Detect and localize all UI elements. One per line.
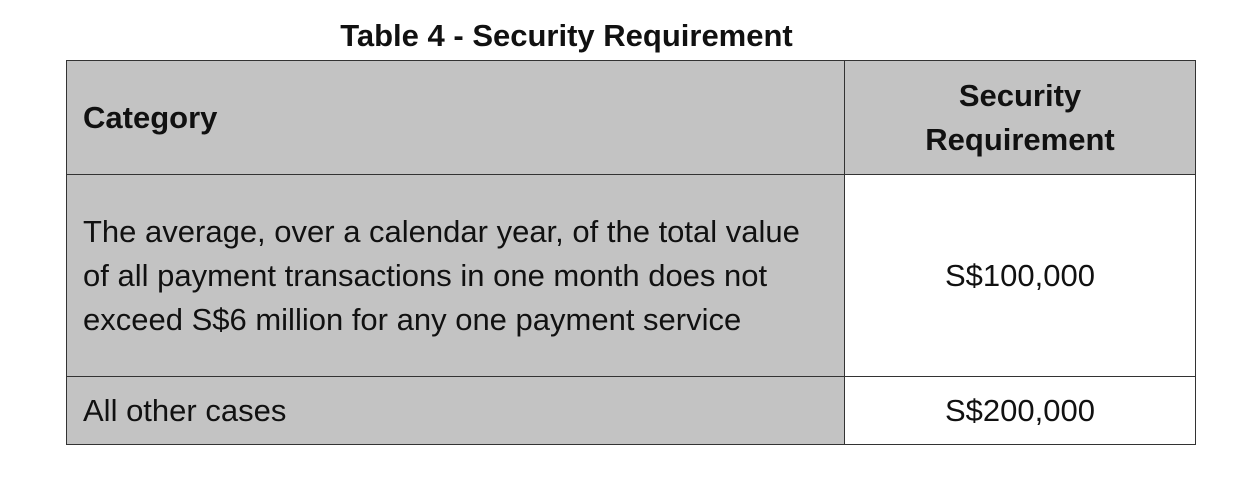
table-row	[67, 377, 1196, 445]
table-header-row	[67, 61, 1196, 175]
category-cell: The average, over a calendar year, of the total value of all payment transactions in one month does not exceed S$6 million for any one payment service	[67, 175, 845, 377]
header-category: Category	[67, 61, 845, 175]
table-title: Table 4 - Security Requirement	[340, 18, 793, 53]
requirement-cell: S$100,000	[845, 175, 1196, 377]
requirement-cell: S$200,000	[845, 377, 1196, 445]
security-requirement-table	[66, 60, 1196, 445]
header-security-requirement: Security Requirement	[845, 61, 1196, 175]
table-row	[67, 175, 1196, 377]
category-cell: All other cases	[67, 377, 845, 445]
